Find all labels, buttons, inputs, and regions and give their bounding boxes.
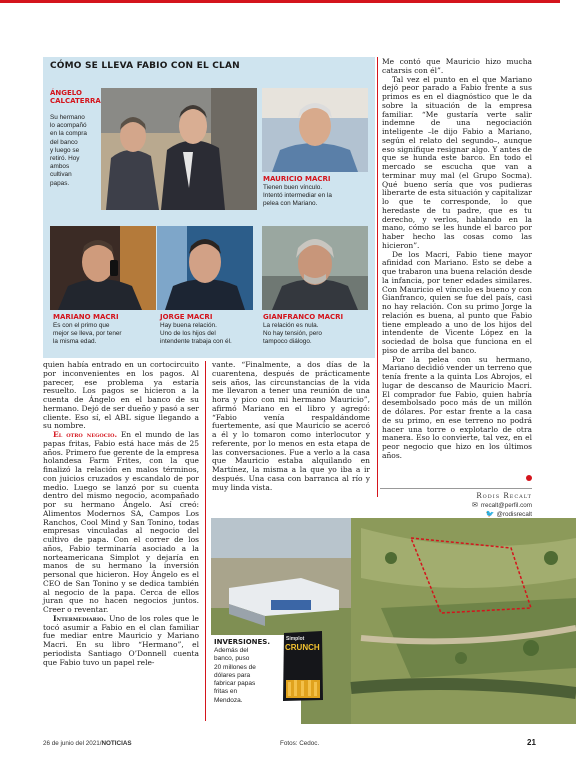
mauricio-caption: Tienen buen vínculo. Intentó intermediar en la pelea con Mariano.	[263, 184, 332, 208]
paragraph: Por la pelea con su hermano, Mariano decidió vender un terreno que tenía frente a la quinta Los Abrojos, el lugar de descanso de Mauricio Macri. El comprador fue Fabio, quien habría desembolsado poco más de un millón de dólares. Por estar frente a la casa de su primo, en ese terreno no podrá hacer una torre o explotarlo de otra manera. Eso lo convierte, tal vez, en el peor negocio que hizo en los últimos años.	[382, 354, 532, 460]
mariano-name: MARIANO MACRI	[53, 313, 119, 321]
section-lead-otro-negocio: El otro negocio.	[53, 430, 118, 439]
photo-mariano-macri	[50, 226, 156, 310]
inversiones-caption: Además del banco, puso 20 millones de dólares para fabricar papas fritas en Mendoza.	[214, 647, 256, 704]
mail-icon: ✉	[471, 502, 478, 509]
paragraph: Me contó que Mauricio hizo mucha catarsis con él”.	[382, 57, 532, 75]
angelo-name: ÁNGELO CALCATERRA	[50, 89, 101, 105]
magazine-name: NOTICIAS	[101, 740, 132, 747]
byline	[380, 492, 532, 519]
paragraph: Tal vez el punto en el que Mariano dejó peor parado a Fabio frente a sus primos es en el diagnóstico que le da sobre la situación de la empresa familiar. “Me gustaría verte salir indemne de una negociación inteligente –le dijo Fabio a Mariano, según el relato del segundo–, aunque eso signifique resignar algo. Y antes de que se hunda este barco. En todo el mercado se escucha que van a terminar muy mal (el Grupo Socma). Qué bueno sería que vos pudieras liberarte de esta situación y capitalizar lo que te corresponde, lo que heredaste de tu padre, que es tu derecho, y verlos, hablando en la mano, cómo se les hunde el barco por haber hecho las cosas como las hicieron”.	[382, 74, 532, 250]
article-column-3	[382, 58, 532, 461]
photo-mauricio-macri	[262, 88, 368, 172]
author-email-line	[380, 501, 532, 510]
paragraph: El otro negocio. En el mundo de las papas fritas, Fabio está hace más de 25 años. Primero fue gerente de la empresa holandesa Farm Frites, con la que finalizó la relación en malos términos, con juicios cruzados y escandalo de por medio. Luego se lanzó por su cuenta dentro del mismo negocio, acompañado por su hermano Ángelo. Así creó: Alimentos Modernos SA, Campos Los Ranchos, Cool Mind y San Tonino, todas empresas vinculadas al negocio del cultivo de papa. Con el correr de los años, Fabio terminaría asociado a la norteamericana Simplot y dejaría en manos de su hermano la inversión personal que hicieron. Hoy Ángelo es el CEO de San Tonino y se dedica también al negocio de la papa. Cerca de ellos juran que no hacen negocios juntos. Creer o reventar.	[43, 430, 199, 614]
paragraph: Intermediario. Uno de los roles que le tocó asumir a Fabio en el clan familiar fue mediar entre Mauricio y Mariano Macri. En su libro “Hermano”, el periodista Santiago O’Donnell cuenta que Fabio tuvo un papel rele-	[43, 613, 199, 667]
product-bag-crunch	[282, 630, 324, 702]
gianfranco-caption: La relación es nula. No hay tensión, pero tampoco diálogo.	[263, 322, 322, 346]
byline-divider	[380, 488, 532, 489]
photo-jorge-macri	[157, 226, 253, 310]
bag-title: CRUNCH	[285, 643, 320, 652]
bag-brand: Simplot	[286, 636, 305, 642]
inversiones-title: INVERSIONES.	[214, 638, 270, 646]
twitter-icon: 🐦	[485, 511, 495, 518]
article-column-2	[212, 361, 370, 492]
paragraph: vante. “Finalmente, a dos días de la cuarentena, después de prácticamente seis años, las circunstancias de la vida me llevaron a tener una reunión de una hora y pico con mi hermano Mauricio”, afirmó Mariano en el libro y agregó: “Fabio venía respaldándome fuertemente, así que Mauricio se acercó a él y lo tomaron como interlocutor y referente, por lo menos en esta etapa de las conversaciones. Fue a verlo a la casa que Mauricio estaba alquilando en Martínez, la misma a la que yo iba a ir después. Una casa con barranca al río y muy linda vista.	[212, 360, 370, 492]
author-twitter[interactable]: @rodisrecalt	[496, 511, 532, 518]
photo-fabio-angelo	[101, 88, 257, 210]
paragraph: quien había entrado en un cortocircuito por inconvenientes en los pagos. Al parecer, ese problema ya estaría resuelto. Los pagos se hicieron a la cuenta de Ángelo en el banco de su hermano. Dejó de ser dueño y pasó a ser cliente. Eso sí, el ABL sigue llegando a su nombre.	[43, 360, 199, 431]
page-number: 21	[527, 738, 536, 747]
jorge-caption: Hay buena relación. Uno de los hijos del intendente trabaja con él.	[160, 322, 232, 346]
photo-gianfranco-macri	[262, 226, 368, 310]
infobox-title: CÓMO SE LLEVA FABIO CON EL CLAN	[50, 61, 240, 71]
column-divider	[377, 57, 378, 497]
photo-credits: Fotos: Cedoc.	[280, 740, 320, 747]
gianfranco-name: GIANFRANCO MACRI	[263, 313, 344, 321]
end-mark	[526, 475, 532, 481]
mariano-caption: Es con el primo que mejor se lleva, por tener la misma edad.	[53, 322, 122, 346]
jorge-name: JORGE MACRI	[160, 313, 213, 321]
section-lead-intermediario: Intermediario.	[53, 613, 107, 623]
article-column-1	[43, 361, 199, 667]
paragraph: De los Macri, Fabio tiene mayor afinidad con Mariano. Esto se debe a que trabaron una buena relación desde la infancia, por tener edades similares. Con Mauricio el vínculo es bueno y con Gianfranco, quien se fue del país, casi no hay relación. Con su primo Jorge la relación es buena, al punto que Fabio tiene empleado a uno de los hijos del intendente de Vicente López en la sociedad de bolsa que funciona en el piso de arriba del banco.	[382, 249, 532, 355]
author-name: Rodis Recalt	[476, 492, 532, 500]
footer-issue: 26 de junio del 2021/NOTICIAS	[43, 740, 132, 747]
column-divider	[205, 361, 206, 721]
mauricio-name: MAURICIO MACRI	[263, 175, 331, 183]
angelo-caption: Su hermano lo acompañó en la compra del banco y luego se retiró. Hoy ambos cultivan papas.	[50, 114, 87, 187]
author-email[interactable]: rrecalt@perfil.com	[480, 502, 532, 509]
top-rule	[0, 0, 576, 8]
